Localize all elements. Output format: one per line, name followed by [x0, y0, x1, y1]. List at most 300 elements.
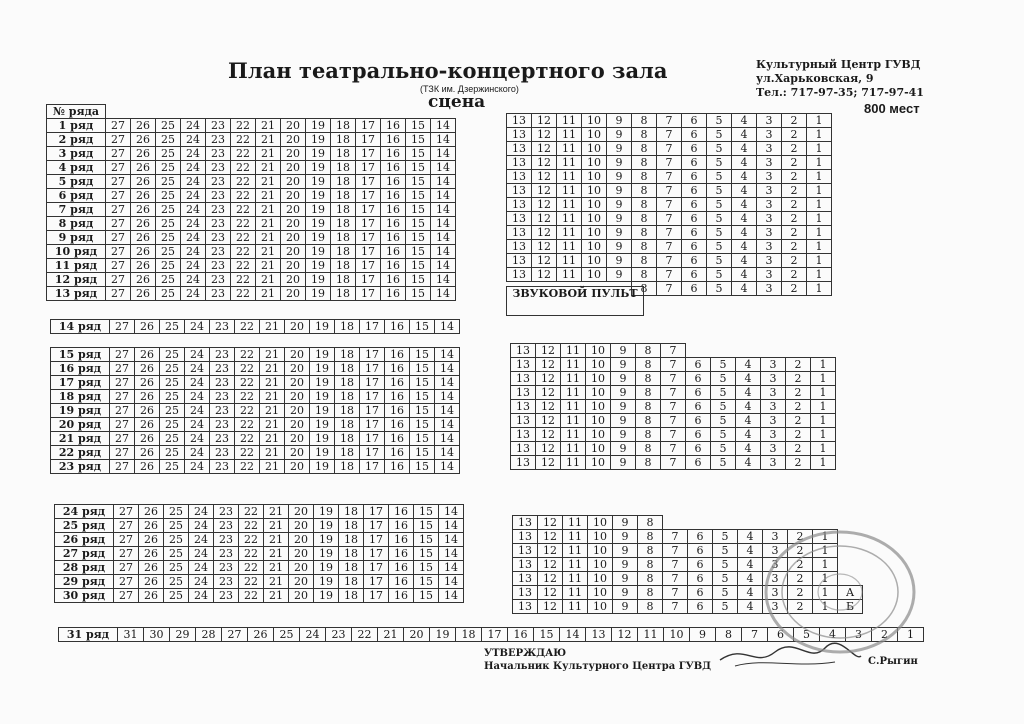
seat: 14 [431, 287, 456, 301]
seat: 5 [707, 128, 732, 142]
seat: 9 [607, 156, 632, 170]
seat: 22 [231, 203, 256, 217]
seat: 10 [582, 114, 607, 128]
seat: 26 [139, 533, 164, 547]
seat: 18 [331, 287, 356, 301]
seat: 9 [611, 414, 636, 428]
seat: 23 [206, 203, 231, 217]
seat: 12 [536, 456, 561, 470]
seat: 22 [235, 446, 260, 460]
seat: 12 [536, 428, 561, 442]
seat: 12 [532, 198, 557, 212]
seat: 20 [281, 119, 306, 133]
seat: 4 [732, 184, 757, 198]
seat: 9 [607, 226, 632, 240]
seat: 8 [632, 156, 657, 170]
seat: 3 [757, 282, 782, 296]
seat: 17 [356, 175, 381, 189]
seat: 2 [872, 628, 898, 642]
seat: 1 [807, 240, 832, 254]
seat: 11 [561, 428, 586, 442]
row-label: 23 ряд [51, 460, 110, 474]
seat: 27 [106, 231, 131, 245]
seat: 1 [807, 282, 832, 296]
seat: 18 [335, 320, 360, 334]
seat: 10 [588, 586, 613, 600]
seat: 4 [738, 586, 763, 600]
seat: 24 [185, 362, 210, 376]
seat: 5 [713, 558, 738, 572]
seat: 2 [782, 212, 807, 226]
seat: 14 [431, 161, 456, 175]
seat: 7 [663, 558, 688, 572]
seat: 25 [160, 446, 185, 460]
seat: 1 [807, 184, 832, 198]
seat: 23 [210, 362, 235, 376]
seat: 11 [557, 114, 582, 128]
seat: 5 [711, 372, 736, 386]
seat: 16 [385, 418, 410, 432]
seat: 18 [335, 348, 360, 362]
seat: 8 [638, 530, 663, 544]
seat: 16 [381, 119, 406, 133]
seat: 10 [582, 240, 607, 254]
seat: 2 [782, 114, 807, 128]
seat: 4 [736, 428, 761, 442]
seat: 17 [356, 287, 381, 301]
seat: 19 [310, 404, 335, 418]
table-row [511, 386, 836, 400]
seat: 9 [613, 544, 638, 558]
seat: 22 [231, 189, 256, 203]
seat: 20 [285, 348, 310, 362]
seat: 1 [813, 600, 838, 614]
page-title: План театрально-концертного зала [228, 58, 668, 83]
seat: 24 [185, 432, 210, 446]
seat: 20 [281, 287, 306, 301]
seat: 19 [310, 432, 335, 446]
seat: 2 [782, 240, 807, 254]
seat: 23 [210, 446, 235, 460]
seat: 19 [306, 119, 331, 133]
seat: 22 [239, 533, 264, 547]
seat: 25 [160, 432, 185, 446]
seat: 4 [732, 198, 757, 212]
seat: 24 [181, 203, 206, 217]
seat: 9 [611, 358, 636, 372]
seat: 10 [586, 456, 611, 470]
seat: 9 [611, 442, 636, 456]
seat: 19 [314, 533, 339, 547]
table-row [507, 114, 832, 128]
seat: 27 [106, 189, 131, 203]
seat: 16 [389, 505, 414, 519]
seat: 4 [732, 114, 757, 128]
seat: 15 [534, 628, 560, 642]
seat: 3 [761, 456, 786, 470]
seat: 20 [281, 161, 306, 175]
seat: 3 [757, 142, 782, 156]
seat: 23 [206, 287, 231, 301]
seat: 24 [189, 561, 214, 575]
seat: 19 [306, 231, 331, 245]
seat: 22 [231, 217, 256, 231]
seat: 24 [189, 533, 214, 547]
seat: 18 [331, 217, 356, 231]
seat: 19 [310, 348, 335, 362]
seat: 16 [385, 320, 410, 334]
seat: 8 [638, 572, 663, 586]
seat: 8 [636, 400, 661, 414]
table-row [507, 254, 832, 268]
seat: 4 [738, 530, 763, 544]
seat: 9 [607, 170, 632, 184]
table-row [507, 184, 832, 198]
seat: 24 [181, 259, 206, 273]
seat: 7 [663, 586, 688, 600]
seat: 24 [181, 119, 206, 133]
seat: 9 [607, 212, 632, 226]
seat: 6 [688, 572, 713, 586]
seat: 2 [782, 128, 807, 142]
seat: 18 [339, 519, 364, 533]
seat: 26 [131, 231, 156, 245]
seat: 21 [260, 376, 285, 390]
seat: 21 [260, 404, 285, 418]
seat: 11 [557, 226, 582, 240]
seat: 19 [314, 505, 339, 519]
seat: 7 [742, 628, 768, 642]
row-label: 1 ряд [47, 119, 106, 133]
seat: 14 [431, 203, 456, 217]
seat: 15 [414, 589, 439, 603]
seat: 2 [782, 156, 807, 170]
seat: 14 [435, 320, 460, 334]
row-label: 25 ряд [55, 519, 114, 533]
seat: 27 [110, 432, 135, 446]
seat: 24 [189, 547, 214, 561]
seat: 9 [613, 530, 638, 544]
approval-heading: УТВЕРЖДАЮ [484, 648, 567, 659]
table-row [47, 287, 456, 301]
seat: 2 [786, 428, 811, 442]
seat: 2 [788, 558, 813, 572]
seat: 10 [582, 128, 607, 142]
seat: 18 [339, 505, 364, 519]
seat: 12 [612, 628, 638, 642]
seat: 6 [686, 414, 711, 428]
seat: 10 [588, 600, 613, 614]
seat: 20 [285, 404, 310, 418]
seat: 16 [381, 189, 406, 203]
seat: 3 [757, 268, 782, 282]
seat: 7 [663, 544, 688, 558]
seat: 21 [256, 161, 281, 175]
seat: 21 [264, 575, 289, 589]
seat: 28 [196, 628, 222, 642]
seat: 22 [235, 418, 260, 432]
seat: 23 [206, 175, 231, 189]
seat: 25 [160, 418, 185, 432]
seat: 11 [557, 142, 582, 156]
box-letter: А [838, 586, 863, 600]
capacity-label: 800 мест [864, 101, 920, 116]
approval-role: Начальник Культурного Центра ГУВД [484, 661, 712, 672]
seat: 6 [682, 240, 707, 254]
seat: 25 [160, 348, 185, 362]
seat: 17 [356, 217, 381, 231]
seat: 13 [507, 142, 532, 156]
seat: 27 [106, 147, 131, 161]
seat: 3 [761, 372, 786, 386]
seat: 9 [607, 268, 632, 282]
seat: 21 [264, 505, 289, 519]
seat: 3 [757, 198, 782, 212]
seat: 15 [406, 147, 431, 161]
row-label: 12 ряд [47, 273, 106, 287]
seat: 1 [813, 544, 838, 558]
seat: 15 [414, 519, 439, 533]
seat: 26 [131, 245, 156, 259]
seat: 25 [164, 505, 189, 519]
seat: 14 [431, 175, 456, 189]
seat: 18 [335, 460, 360, 474]
seat: 21 [256, 147, 281, 161]
seat: 16 [381, 147, 406, 161]
right-block-rows-15-23 [510, 343, 836, 470]
seat: 15 [414, 561, 439, 575]
seat: 27 [106, 119, 131, 133]
seat: 27 [114, 519, 139, 533]
seat: 26 [248, 628, 274, 642]
seat: 8 [632, 114, 657, 128]
seat: 19 [306, 217, 331, 231]
seat: 3 [763, 544, 788, 558]
seat: 18 [339, 547, 364, 561]
seat: 7 [661, 456, 686, 470]
seat: 5 [707, 240, 732, 254]
seat: 6 [688, 600, 713, 614]
seat: 20 [281, 175, 306, 189]
seat: 19 [306, 175, 331, 189]
seat: 26 [131, 175, 156, 189]
table-row [51, 376, 460, 390]
seat: 17 [356, 203, 381, 217]
seat: 25 [164, 547, 189, 561]
seat: 7 [657, 170, 682, 184]
seat: 21 [256, 217, 281, 231]
seat: 24 [181, 189, 206, 203]
seat: 21 [256, 203, 281, 217]
table-row [47, 245, 456, 259]
seat: 18 [335, 362, 360, 376]
seat: 15 [414, 505, 439, 519]
table-row [55, 561, 464, 575]
seat: 16 [389, 561, 414, 575]
seat: 1 [807, 170, 832, 184]
seat: 26 [139, 575, 164, 589]
seat: 10 [586, 442, 611, 456]
seat: 13 [513, 572, 538, 586]
seat: 26 [135, 460, 160, 474]
venue-subtitle: (ТЗК им. Дзержинского) [420, 84, 519, 94]
seat: 14 [431, 133, 456, 147]
seat: 16 [389, 519, 414, 533]
seat: 24 [181, 273, 206, 287]
seat: 4 [732, 226, 757, 240]
seat: 25 [156, 217, 181, 231]
seat: 16 [508, 628, 534, 642]
seat: 15 [406, 133, 431, 147]
seat: 14 [435, 446, 460, 460]
table-row [511, 344, 836, 358]
seat: 18 [331, 231, 356, 245]
seat: 14 [435, 348, 460, 362]
seat: 22 [235, 460, 260, 474]
seat: 2 [782, 198, 807, 212]
seat: 7 [661, 344, 686, 358]
seat: 12 [538, 600, 563, 614]
seat: 16 [381, 161, 406, 175]
seat: 2 [786, 400, 811, 414]
seat: 18 [331, 119, 356, 133]
seat: 26 [131, 273, 156, 287]
seat: 26 [139, 547, 164, 561]
seat: 26 [131, 217, 156, 231]
row-label: 14 ряд [51, 320, 110, 334]
seat: 11 [563, 558, 588, 572]
seat: 25 [164, 561, 189, 575]
seat: 13 [507, 156, 532, 170]
seat: 26 [135, 376, 160, 390]
seat: 24 [181, 231, 206, 245]
table-row [55, 519, 464, 533]
seat: 8 [638, 586, 663, 600]
seat: 17 [356, 189, 381, 203]
seat: 22 [231, 231, 256, 245]
seat: 26 [131, 203, 156, 217]
row-label: 26 ряд [55, 533, 114, 547]
seat: 7 [657, 254, 682, 268]
seat: 22 [231, 175, 256, 189]
seat: 22 [231, 147, 256, 161]
seat: 17 [364, 547, 389, 561]
seat: 14 [431, 189, 456, 203]
seat: 15 [410, 460, 435, 474]
seat: 27 [106, 175, 131, 189]
seat: 15 [410, 362, 435, 376]
seat: 11 [563, 572, 588, 586]
seat: 8 [632, 240, 657, 254]
seat: 2 [786, 442, 811, 456]
seat: 8 [632, 128, 657, 142]
seat: 25 [274, 628, 300, 642]
seat: 13 [511, 456, 536, 470]
seat: 5 [707, 282, 732, 296]
seat: 18 [331, 203, 356, 217]
seat: 18 [339, 589, 364, 603]
seat: 22 [231, 161, 256, 175]
seat: 4 [732, 254, 757, 268]
seat: 17 [482, 628, 508, 642]
seat: 12 [536, 344, 561, 358]
seat: 13 [507, 240, 532, 254]
seat: 17 [360, 418, 385, 432]
seat: 14 [431, 273, 456, 287]
seat: 3 [846, 628, 872, 642]
seat: 7 [661, 414, 686, 428]
seat: 7 [657, 212, 682, 226]
seat: 8 [632, 226, 657, 240]
seat: 17 [364, 561, 389, 575]
seat: 9 [611, 386, 636, 400]
seat: 22 [239, 547, 264, 561]
seat: 4 [738, 572, 763, 586]
row-label: 28 ряд [55, 561, 114, 575]
seat: 13 [513, 544, 538, 558]
table-row [47, 231, 456, 245]
seat: 22 [231, 287, 256, 301]
seat: 5 [707, 198, 732, 212]
seat: 5 [711, 428, 736, 442]
seat: 3 [761, 428, 786, 442]
row-label: 27 ряд [55, 547, 114, 561]
seat: 1 [807, 142, 832, 156]
seat: 23 [210, 376, 235, 390]
seat: 6 [682, 282, 707, 296]
seat: 10 [588, 544, 613, 558]
seat: 5 [711, 358, 736, 372]
seat: 15 [406, 273, 431, 287]
seat: 11 [561, 456, 586, 470]
seat: 25 [156, 133, 181, 147]
seat: 23 [214, 547, 239, 561]
seat: 16 [389, 547, 414, 561]
row-label: 4 ряд [47, 161, 106, 175]
seat: 27 [106, 133, 131, 147]
seat: 12 [536, 400, 561, 414]
seat: 2 [782, 282, 807, 296]
seat: 11 [563, 600, 588, 614]
box-letter: Б [838, 600, 863, 614]
seat: 6 [686, 428, 711, 442]
organization-name: Культурный Центр ГУВД [756, 58, 921, 71]
seat: 25 [156, 245, 181, 259]
seat: 18 [331, 161, 356, 175]
seat: 12 [538, 544, 563, 558]
seat: 1 [811, 442, 836, 456]
seat: 12 [538, 530, 563, 544]
seat: 10 [588, 530, 613, 544]
seat: 26 [131, 161, 156, 175]
seat: 2 [782, 142, 807, 156]
seat: 16 [385, 362, 410, 376]
seat: 24 [181, 161, 206, 175]
seat: 10 [582, 268, 607, 282]
seat: 11 [557, 170, 582, 184]
seat: 22 [239, 561, 264, 575]
seat: 3 [757, 114, 782, 128]
seat: 15 [406, 217, 431, 231]
seat: 4 [732, 240, 757, 254]
seat: 13 [507, 114, 532, 128]
seat: 11 [561, 442, 586, 456]
row-label: 24 ряд [55, 505, 114, 519]
seat: 27 [114, 589, 139, 603]
table-row [51, 446, 460, 460]
seat: 24 [181, 147, 206, 161]
seat: 21 [264, 561, 289, 575]
